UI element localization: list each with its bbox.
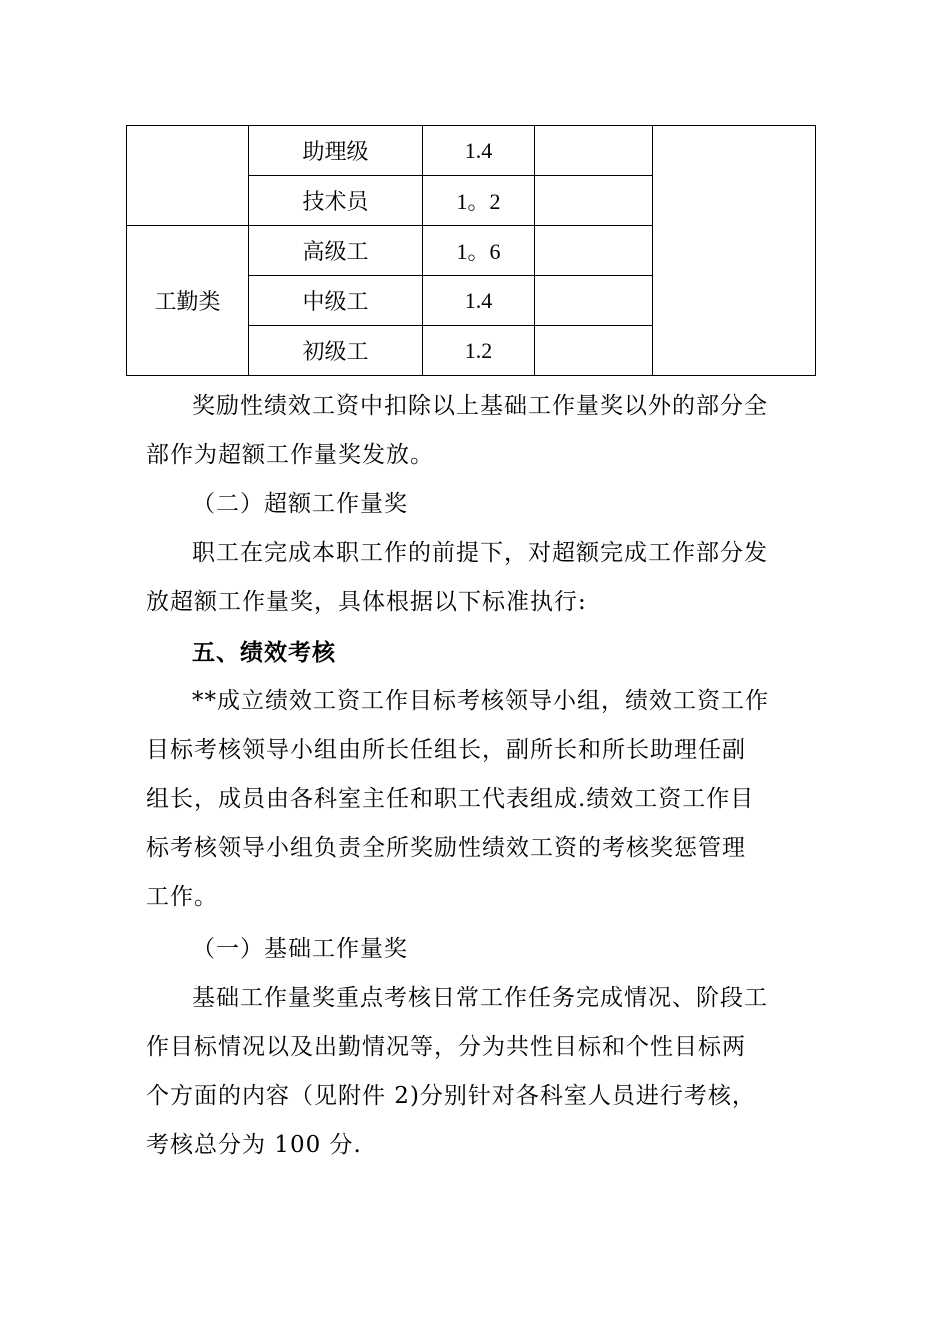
empty-cell xyxy=(535,126,653,176)
empty-cell xyxy=(535,276,653,326)
text-line: 个方面的内容（见附件 2)分别针对各科室人员进行考核， xyxy=(146,1083,756,1109)
text-line: 奖励性绩效工资中扣除以上基础工作量奖以外的部分全 xyxy=(192,393,768,419)
text-line: 目标考核领导小组由所长任组长，副所长和所长助理任副 xyxy=(146,737,746,763)
paragraph-performance-pay xyxy=(146,382,816,480)
section-heading-performance-assessment xyxy=(146,628,816,677)
text-line: 放超额工作量奖，具体根据以下标准执行: xyxy=(146,589,587,615)
subheading-basic-workload xyxy=(146,925,816,974)
paragraph-basic-workload xyxy=(146,974,816,1170)
section-heading-text: 五、绩效考核 xyxy=(192,639,336,666)
text-line: 考核总分为 100 分. xyxy=(146,1132,362,1158)
text-line: **成立绩效工资工作目标考核领导小组，绩效工资工作 xyxy=(192,688,769,714)
level-cell: 中级工 xyxy=(249,276,423,326)
coefficient-cell: 1.4 xyxy=(423,276,535,326)
paragraph-excess-workload xyxy=(146,529,816,627)
category-cell: 工勤类 xyxy=(127,226,249,376)
table-row xyxy=(127,126,816,176)
remarks-cell xyxy=(653,126,816,376)
coefficient-cell: 1。2 xyxy=(423,176,535,226)
subheading-excess-workload xyxy=(146,480,816,529)
category-cell xyxy=(127,126,249,226)
text-line: 职工在完成本职工作的前提下，对超额完成工作部分发 xyxy=(192,540,768,566)
text-line: 作目标情况以及出勤情况等，分为共性目标和个性目标两 xyxy=(146,1034,746,1060)
subheading-text: （二）超额工作量奖 xyxy=(192,491,408,517)
subheading-text: （一）基础工作量奖 xyxy=(192,936,408,962)
text-line: 组长，成员由各科室主任和职工代表组成.绩效工资工作目 xyxy=(146,786,755,812)
coefficient-cell: 1.2 xyxy=(423,326,535,376)
level-cell: 高级工 xyxy=(249,226,423,276)
text-line: 工作。 xyxy=(146,884,218,910)
text-line: 基础工作量奖重点考核日常工作任务完成情况、阶段工 xyxy=(192,985,768,1011)
level-cell: 初级工 xyxy=(249,326,423,376)
text-line: 部作为超额工作量奖发放。 xyxy=(146,442,434,468)
empty-cell xyxy=(535,326,653,376)
level-cell: 助理级 xyxy=(249,126,423,176)
coefficient-cell: 1.4 xyxy=(423,126,535,176)
empty-cell xyxy=(535,176,653,226)
coefficient-cell: 1。6 xyxy=(423,226,535,276)
level-cell: 技术员 xyxy=(249,176,423,226)
grade-coefficient-table xyxy=(126,125,816,376)
empty-cell xyxy=(535,226,653,276)
paragraph-assessment-group xyxy=(146,677,816,922)
text-line: 标考核领导小组负责全所奖励性绩效工资的考核奖惩管理 xyxy=(146,835,746,861)
